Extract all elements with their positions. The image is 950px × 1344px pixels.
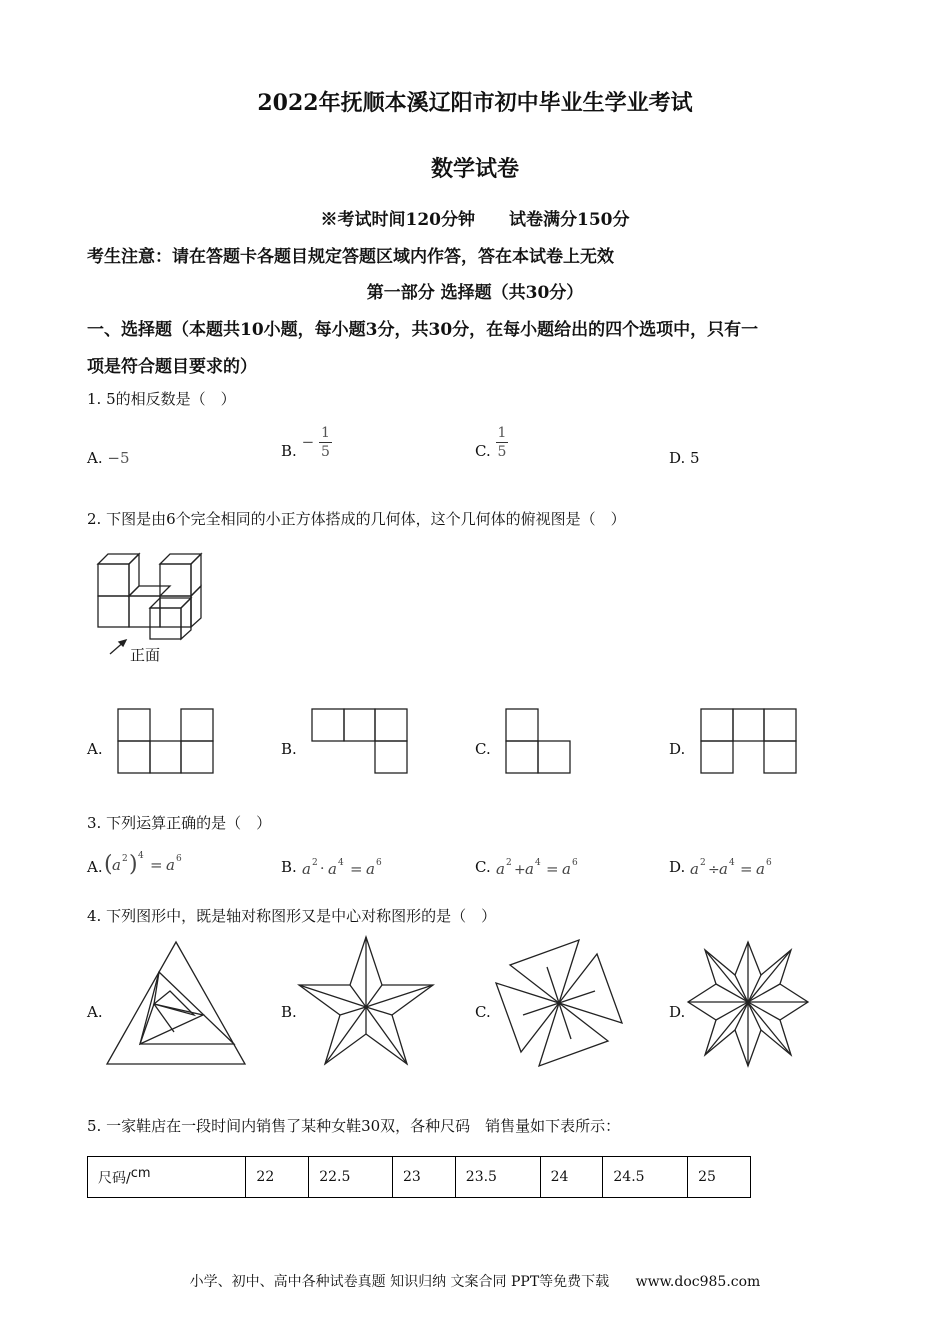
svg-text:a: a: [690, 860, 699, 878]
q1-b-denominator: 5: [320, 443, 330, 460]
svg-text:): ): [129, 852, 138, 877]
svg-text:a: a: [496, 860, 505, 878]
size-cell: 22.5: [309, 1157, 393, 1198]
q4-b-label: B.: [281, 1003, 297, 1021]
q3-b-label: B.: [281, 858, 297, 876]
svg-text:2: 2: [312, 858, 318, 868]
svg-text:(: (: [104, 852, 113, 877]
q1-d-label: D.: [669, 449, 686, 467]
q2-front-label: 正面: [130, 646, 161, 664]
q1-c-fraction: [496, 426, 509, 459]
svg-text:2: 2: [700, 858, 706, 868]
svg-text:a: a: [166, 856, 175, 874]
svg-text:+: +: [514, 862, 526, 878]
svg-text:=: =: [350, 860, 363, 878]
svg-text:=: =: [546, 860, 559, 878]
q3-c-label: C.: [475, 858, 491, 876]
svg-text:=: =: [740, 860, 753, 878]
size-header-unit: cm: [130, 1166, 151, 1182]
page-footer: [0, 1271, 950, 1291]
exam-notice: 考生注意：请在答题卡各题目规定答题区域内作答，答在本试卷上无效: [87, 247, 614, 267]
q4-option-c-pinwheel-figure[interactable]: [493, 937, 625, 1069]
q1-d-value: 5: [690, 449, 700, 467]
table-row: [88, 1157, 751, 1198]
svg-text:a: a: [756, 860, 765, 878]
q4-stem: 4. 下列图形中，既是轴对称图形又是中心对称图形的是（ ）: [87, 907, 497, 925]
q1-c-label: C.: [475, 442, 491, 460]
q1-option-c: [475, 424, 508, 460]
svg-text:a: a: [328, 860, 337, 878]
q3-stem: 3. 下列运算正确的是（ ）: [87, 814, 272, 832]
q4-option-a-triangle-figure[interactable]: [104, 940, 248, 1068]
footer-text: 小学、初中、高中各种试卷真题 知识归纳 文案合同 PPT等免费下载: [189, 1274, 610, 1290]
size-cell: 22: [246, 1157, 309, 1198]
q3-option-c-formula[interactable]: [494, 852, 594, 880]
svg-text:6: 6: [766, 858, 772, 868]
q1-option-a: [87, 449, 130, 467]
svg-text:2: 2: [506, 858, 512, 868]
q4-a-label: A.: [87, 1003, 103, 1021]
svg-text:a: a: [562, 860, 571, 878]
q4-option-d-flower-figure[interactable]: [686, 940, 810, 1068]
size-header-label: 尺码/: [98, 1170, 131, 1187]
q3-option-d-formula[interactable]: [688, 852, 788, 880]
svg-text:4: 4: [138, 851, 144, 861]
q3-option-a-formula[interactable]: [102, 846, 197, 880]
table-header-cell: [88, 1157, 246, 1198]
svg-text:a: a: [112, 856, 121, 874]
q5-stem: 5. 一家鞋店在一段时间内销售了某种女鞋30双，各种尺码 销售量如下表所示：: [87, 1117, 621, 1135]
size-cell: 25: [688, 1157, 751, 1198]
svg-text:2: 2: [122, 854, 128, 864]
q1-c-numerator: 1: [497, 424, 507, 441]
section-heading-line2: 项是符合题目要求的）: [87, 357, 257, 377]
q5-size-table: [87, 1156, 751, 1198]
q3-option-b-formula[interactable]: [300, 852, 400, 880]
q2-b-label: B.: [281, 740, 297, 758]
size-cell: 24: [540, 1157, 603, 1198]
svg-text:a: a: [302, 860, 311, 878]
svg-text:·: ·: [320, 861, 325, 877]
q2-option-a-view[interactable]: [117, 708, 215, 775]
svg-text:a: a: [719, 860, 728, 878]
q1-option-d: [669, 449, 700, 467]
q2-option-c-view[interactable]: [505, 708, 572, 775]
q1-b-fraction: [319, 426, 332, 459]
q1-b-label: B.: [281, 442, 297, 460]
q2-a-label: A.: [87, 740, 103, 758]
q1-stem: 1. 5的相反数是（ ）: [87, 390, 236, 408]
exam-subtitle: 数学试卷: [430, 156, 519, 182]
svg-text:4: 4: [535, 858, 541, 868]
q2-c-label: C.: [475, 740, 491, 758]
q1-c-denominator: 5: [497, 443, 507, 460]
q2-stem: 2. 下图是由6个完全相同的小正方体搭成的几何体，这个几何体的俯视图是（ ）: [87, 510, 626, 528]
q1-b-numerator: 1: [320, 424, 330, 441]
svg-text:6: 6: [376, 858, 382, 868]
q1-option-b: [281, 424, 332, 460]
svg-text:4: 4: [338, 858, 344, 868]
svg-text:=: =: [150, 856, 163, 874]
exam-title: 2022年抚顺本溪辽阳市初中毕业生学业考试: [257, 90, 693, 116]
q4-c-label: C.: [475, 1003, 491, 1021]
svg-text:a: a: [366, 860, 375, 878]
exam-info: ※考试时间120分钟 试卷满分150分: [320, 210, 630, 230]
q2-d-label: D.: [669, 740, 686, 758]
q1-a-label: A.: [87, 449, 103, 467]
svg-text:a: a: [525, 860, 534, 878]
q3-a-label: A.: [87, 858, 103, 876]
size-cell: 24.5: [603, 1157, 688, 1198]
footer-url[interactable]: www.doc985.com: [635, 1274, 761, 1290]
q2-option-b-view[interactable]: [311, 708, 409, 775]
q3-d-label: D.: [669, 858, 686, 876]
size-cell: 23.5: [455, 1157, 540, 1198]
size-cell: 23: [392, 1157, 455, 1198]
part-heading: 第一部分 选择题（共30分）: [366, 283, 584, 303]
svg-text:÷: ÷: [708, 862, 720, 878]
q4-d-label: D.: [669, 1003, 686, 1021]
q1-b-sign: −: [301, 433, 315, 451]
q2-option-d-view[interactable]: [700, 708, 798, 775]
section-heading-line1: 一、选择题（本题共10小题，每小题3分，共30分，在每小题给出的四个选项中，只有一: [87, 320, 759, 340]
q4-option-b-star-figure[interactable]: [296, 935, 436, 1067]
q1-a-value: −5: [107, 449, 130, 467]
svg-text:6: 6: [572, 858, 578, 868]
svg-text:4: 4: [729, 858, 735, 868]
svg-text:6: 6: [176, 854, 182, 864]
